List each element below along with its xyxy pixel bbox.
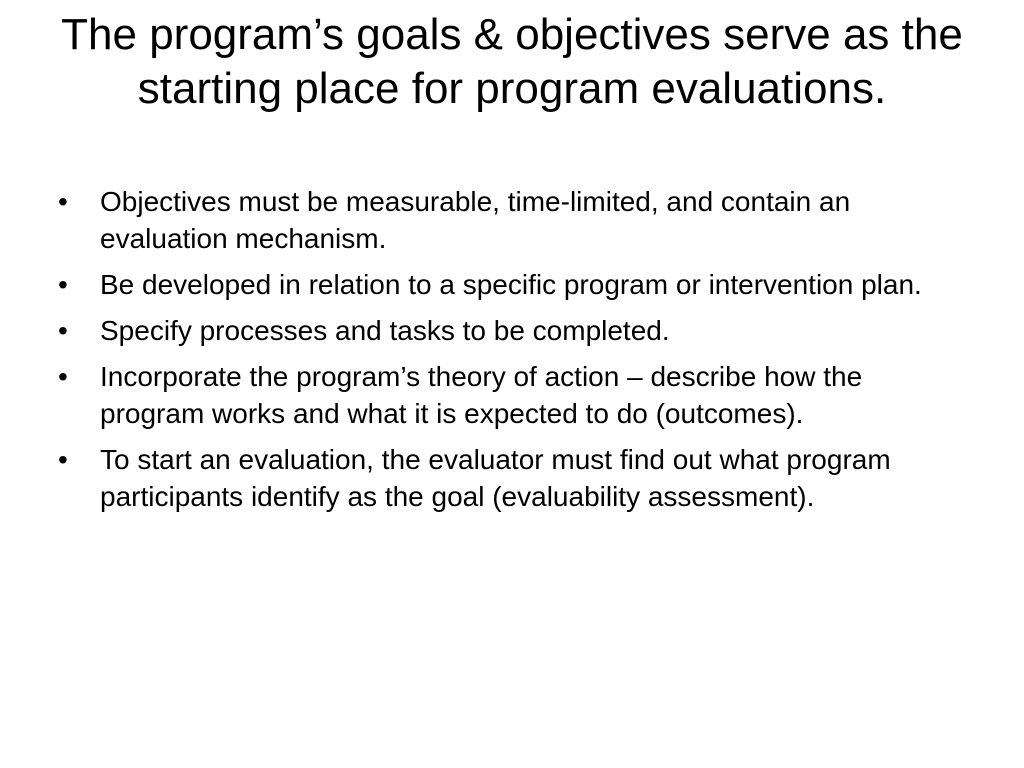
bullet-icon: • — [58, 361, 68, 392]
slide-title: The program’s goals & objectives serve as the starting place for program evaluations. — [61, 10, 963, 113]
bullet-item — [56, 312, 956, 349]
bullet-icon: • — [58, 315, 68, 346]
bullet-item — [56, 183, 956, 257]
bullet-item — [56, 441, 956, 515]
bullet-item — [56, 266, 956, 303]
bullet-icon: • — [58, 269, 68, 300]
bullet-text: Be developed in relation to a specific program or intervention plan. — [100, 269, 922, 300]
bullet-item — [56, 358, 956, 432]
bullet-text: Specify processes and tasks to be completed. — [100, 315, 670, 346]
bullet-icon: • — [58, 186, 68, 217]
bullet-list — [56, 183, 956, 524]
bullet-text: Objectives must be measurable, time-limited, and contain an evaluation mechanism. — [100, 186, 851, 254]
bullet-text: To start an evaluation, the evaluator must find out what program participants identify as the goal (evaluability assessment). — [100, 444, 891, 512]
bullet-icon: • — [58, 444, 68, 475]
bullet-text: Incorporate the program’s theory of action – describe how the program works and what it is expected to do (outcomes). — [100, 361, 863, 429]
